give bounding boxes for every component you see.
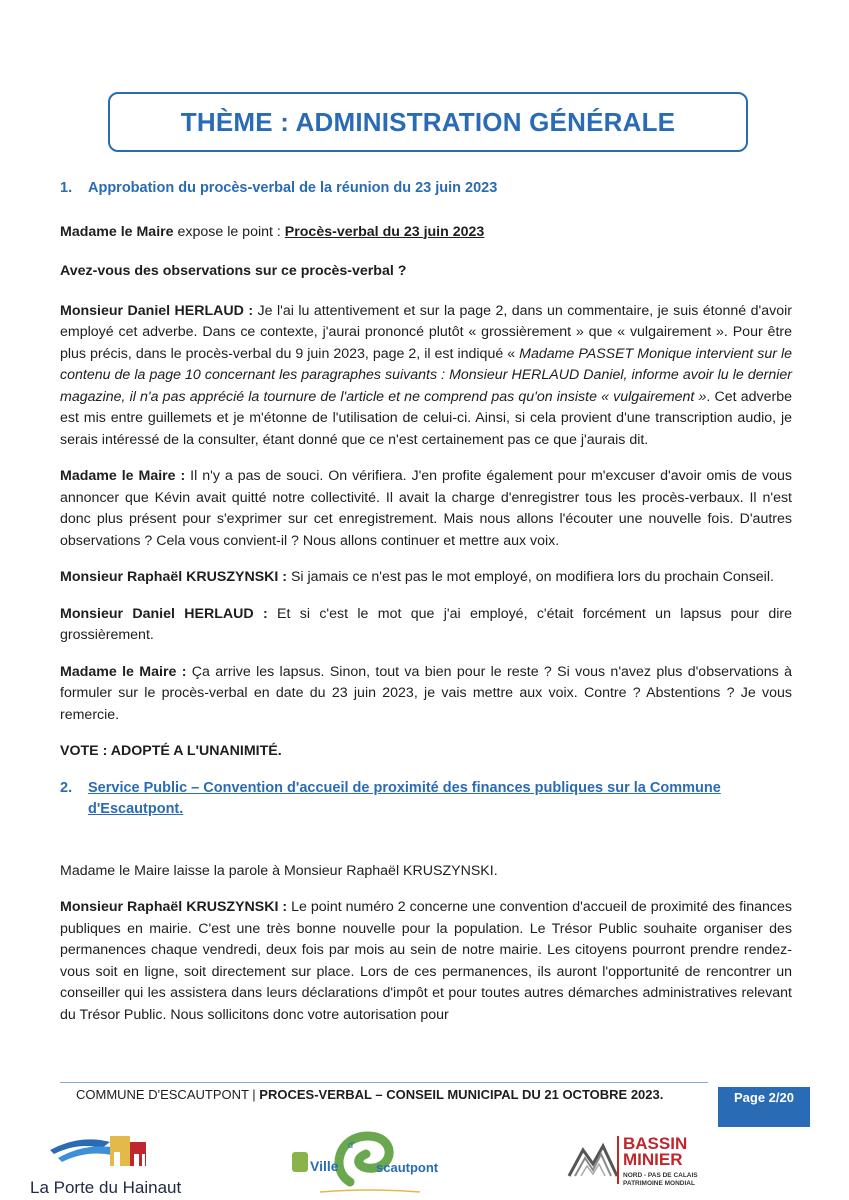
paragraph-text: Si jamais ce n'est pas le mot employé, on modifiera lors du prochain Conseil.: [287, 569, 774, 585]
quoted-text: Madame PASSET Monique intervient sur le contenu de la page 10 concernant les paragraphes suivants : Monsieur HERLAUD Daniel, informe avoir lu le dernier magazine, il n'a pas apprécié la tournure de l'article et ne comprend pas qu'on insiste « vulgairement »: [60, 345, 792, 405]
paragraph-herlaud-2: [60, 604, 792, 647]
section-2-title: Service Public – Convention d'accueil de proximité des finances publiques sur la Commune d'Escautpont.: [88, 779, 721, 817]
paragraph-text: Le point numéro 2 concerne une convention d'accueil de proximité des finances publiques en mairie. C'est une très bonne nouvelle pour la population. Le Trésor Public souhaite organiser des permanences chaque vendredi, deux fois par mois au sein de notre mairie. Les citoyens pourront prendre rendez-vous soit en ligne, soit directement sur place. Lors de ces permanences, ils auront l'opportunité de rencontrer un conseiller qui les assistera dans leurs déclarations d'impôt et pour toutes autres démarches administratives relevant du Trésor Public. Nous sollicitons donc votre autorisation pour: [60, 899, 792, 1023]
section-2-intro: Madame le Maire laisse la parole à Monsieur Raphaël KRUSZYNSKI.: [60, 862, 498, 879]
section-1-intro: [60, 222, 792, 244]
section-1-heading: [60, 178, 792, 200]
footer-text: [76, 1087, 663, 1102]
bassin-title-line-2: MINIER: [623, 1150, 683, 1169]
section-2-number: 2.: [60, 779, 73, 796]
document-body: [60, 178, 792, 1041]
porte-du-hainaut-logo: [30, 1128, 210, 1200]
bassin-minier-emblem-icon: [565, 1136, 621, 1186]
theme-banner: [108, 92, 748, 152]
bassin-minier-logo: [565, 1130, 705, 1200]
speaker: Madame le Maire :: [60, 663, 187, 680]
section-1-question: Avez-vous des observations sur ce procès-verbal ?: [60, 263, 407, 279]
porte-du-hainaut-text: La Porte du Hainaut: [30, 1178, 182, 1197]
bassin-title-line-1: BASSIN: [623, 1134, 688, 1153]
intro-text: expose le point :: [173, 223, 285, 240]
theme-title: THÈME : ADMINISTRATION GÉNÉRALE: [180, 106, 676, 137]
section-2-heading: [60, 778, 792, 821]
paragraph-herlaud-1: [60, 301, 792, 452]
speaker: Madame le Maire :: [60, 468, 186, 484]
paragraph-text: Ça arrive les lapsus. Sinon, tout va bien pour le reste ? Si vous n'avez plus d'observations à formuler sur le procès-verbal en date du 23 juin 2023, je vais mettre aux voix. Contre ? Abstentions ? Je vous remercie.: [60, 663, 792, 723]
bassin-minier-subtitle: [623, 1172, 698, 1188]
speaker: Monsieur Daniel HERLAUD :: [60, 302, 254, 319]
ville-d-text: d': [348, 1140, 355, 1150]
paragraph-text: . Cet adverbe est mis entre guillemets et je m'étonne de l'utilisation de celui-ci. Ainsi, si cela provient d'une transcription audio, je serais intéressé de la consulter, étant donné que ce n'est certainement pas ce que j'aurais dit.: [60, 388, 792, 448]
porte-du-hainaut-emblem-icon: [40, 1128, 170, 1176]
bassin-sub-line-1: NORD - PAS DE CALAIS: [623, 1172, 698, 1179]
paragraph-text: Je l'ai lu attentivement et sur la page 2, dans un commentaire, je suis étonné d'avoir employé cet adverbe. Dans ce contexte, j'aurai prononcé plutôt « grossièrement » que « vulgairement ». Pour être plus précis, dans le procès-verbal du 9 juin 2023, page 2, il est indiqué «: [60, 302, 792, 362]
footer-commune: COMMUNE D'ESCAUTPONT |: [76, 1087, 260, 1102]
ville-escautpont-logo: [290, 1130, 440, 1200]
section-1-number: 1.: [60, 180, 73, 196]
footer-divider: [60, 1082, 708, 1083]
paragraph-maire-2: [60, 662, 792, 727]
page-number-badge: Page 2/20: [718, 1087, 810, 1127]
bassin-minier-title: [623, 1136, 687, 1168]
escautpont-text: scautpont: [376, 1160, 439, 1175]
paragraph-kruszynski-1: [60, 567, 792, 589]
section-1-title: Approbation du procès-verbal de la réunion du 23 juin 2023: [88, 180, 498, 196]
paragraph-text: Il n'y a pas de souci. On vérifiera. J'en profite également pour m'excuser d'avoir omis de vous annoncer que Kévin avait quitté notre collectivité. Il avait la charge d'enregistrer tous les procès-verbaux. Il n'est donc plus présent pour s'exprimer sur cet enregistrement. Mais nous allons l'écouter une nouvelle fois. D'autres observations ? Cela vous convient-il ? Nous allons continuer et mettre aux voix.: [60, 468, 792, 549]
intro-point: Procès-verbal du 23 juin 2023: [284, 223, 485, 240]
bassin-sub-line-2: PATRIMOINE MONDIAL: [623, 1180, 695, 1187]
vote-result: VOTE : ADOPTÉ A L'UNANIMITÉ.: [60, 743, 282, 759]
paragraph-maire-1: [60, 466, 792, 552]
ville-text: Ville: [310, 1158, 339, 1174]
speaker: Monsieur Raphaël KRUSZYNSKI :: [60, 899, 288, 915]
paragraph-kruszynski-2: [60, 897, 792, 1026]
bassin-divider: [617, 1136, 619, 1184]
speaker: Monsieur Raphaël KRUSZYNSKI :: [60, 569, 288, 585]
intro-speaker: Madame le Maire: [60, 223, 174, 240]
footer-doc-title: PROCES-VERBAL – CONSEIL MUNICIPAL DU 21 OCTOBRE 2023.: [259, 1087, 664, 1102]
paragraph-text: Et si c'est le mot que j'ai employé, c'était forcément un lapsus pour dire grossièrement.: [60, 605, 792, 643]
speaker: Monsieur Daniel HERLAUD :: [60, 605, 268, 622]
